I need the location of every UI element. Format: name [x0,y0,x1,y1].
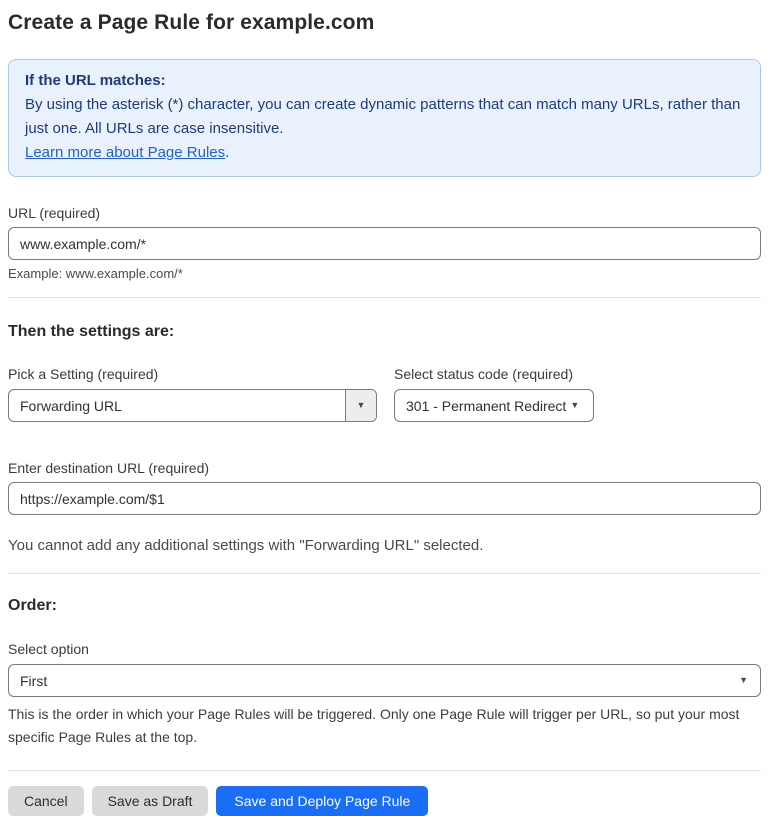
link-suffix-period: . [225,144,230,161]
chevron-down-icon: ▼ [739,675,748,685]
section-divider [8,770,761,771]
info-box-heading: If the URL matches: [25,72,166,89]
save-and-deploy-button[interactable]: Save and Deploy Page Rule [216,786,428,816]
info-box-body: By using the asterisk (*) character, you can create dynamic patterns that can match many URLs, rather than just one. All URLs are case insensitive. [25,96,741,137]
section-divider [8,297,761,298]
status-code-label: Select status code (required) [394,366,573,382]
setting-select-value: Forwarding URL [20,397,122,414]
chevron-down-icon: ▼ [356,400,366,410]
status-select-value: 301 - Permanent Redirect [406,397,567,414]
section-divider [8,573,761,574]
settings-row [8,365,761,422]
chevron-down-icon: ▼ [570,400,580,410]
select-arrow-cap [345,390,376,421]
status-code-column [394,365,594,422]
order-select[interactable] [8,664,761,697]
form-actions [8,786,761,816]
learn-more-page-rules-link[interactable]: Learn more about Page Rules [25,144,226,161]
save-as-draft-button[interactable]: Save as Draft [92,786,209,816]
order-helper-text: This is the order in which your Page Rules will be triggered. Only one Page Rule will trigger per URL, so put your most specific Page Rules at the top. [8,706,740,745]
order-select-value: First [20,672,48,689]
destination-url-label: Enter destination URL (required) [8,460,210,476]
forwarding-url-note: You cannot add any additional settings with "Forwarding URL" selected. [8,537,484,554]
destination-url-input[interactable] [8,482,761,515]
order-heading: Order: [8,597,57,614]
order-select-label: Select option [8,641,89,657]
cancel-button[interactable]: Cancel [8,786,84,816]
status-code-select[interactable] [394,389,594,422]
page-title: Create a Page Rule for example.com [8,11,375,34]
url-label: URL (required) [8,205,101,221]
url-input[interactable] [8,227,761,260]
create-page-rule-form [0,10,769,816]
settings-heading: Then the settings are: [8,323,175,340]
setting-select[interactable] [8,389,377,422]
setting-column [8,365,377,422]
info-box-link-line [25,141,744,165]
url-match-info-box [8,59,761,177]
pick-setting-label: Pick a Setting (required) [8,366,159,382]
url-example-helper: Example: www.example.com/* [8,266,183,281]
